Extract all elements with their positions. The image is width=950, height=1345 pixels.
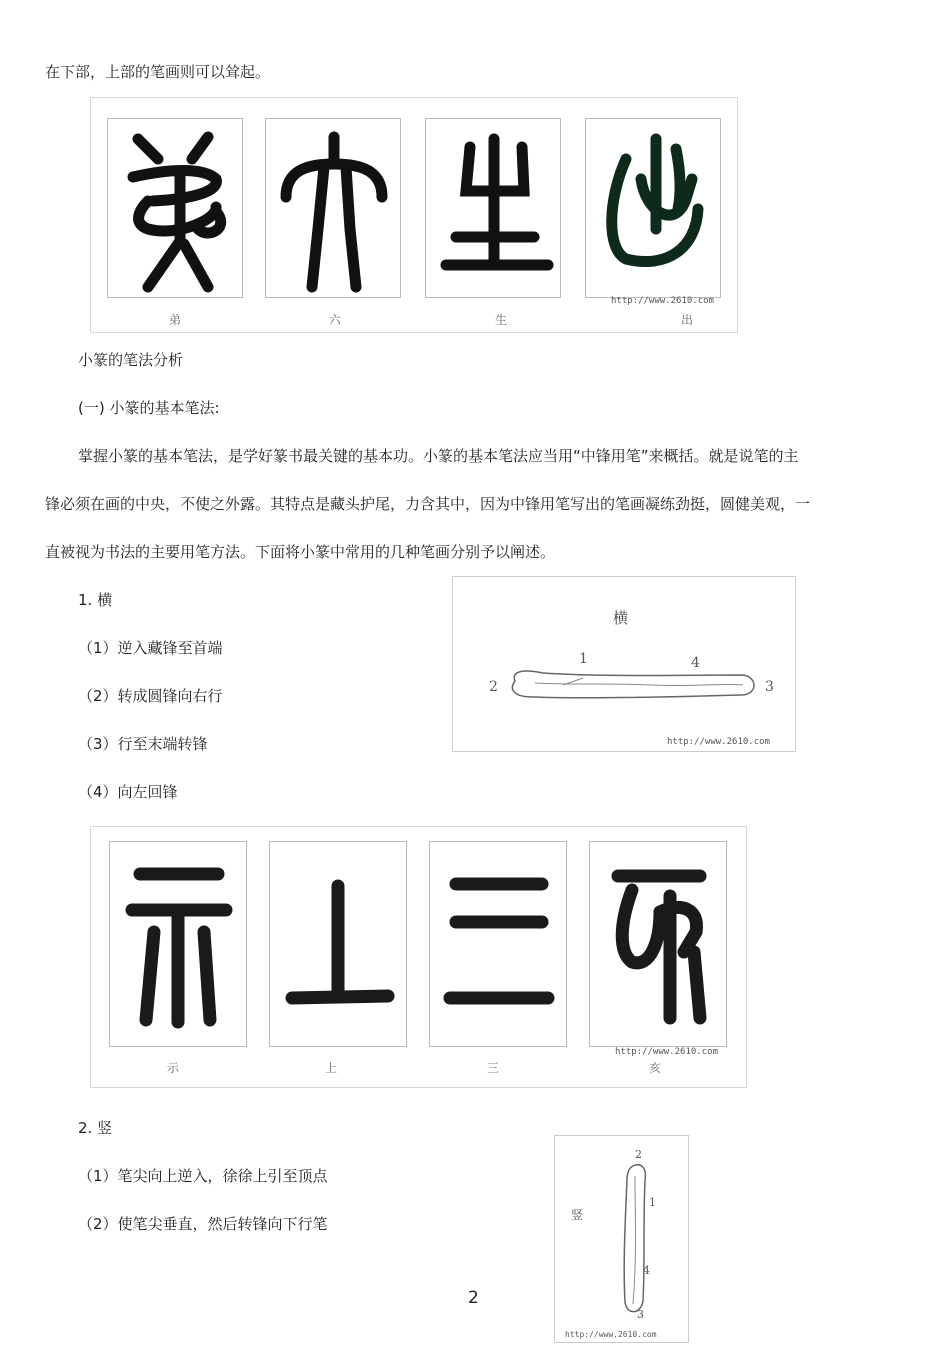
heng-step-3: （3）行至末端转锋 [78, 735, 208, 753]
subsection-title: (一) 小篆的基本笔法: [78, 399, 220, 417]
watermark-2: http://www.2610.com [667, 737, 770, 747]
seal-glyph-san [430, 842, 568, 1048]
heng-step-4: （4）向左回锋 [78, 783, 178, 801]
caption-chu: 出 [681, 313, 694, 327]
figure-seal-characters-1 [90, 97, 738, 333]
shu-label-4: 4 [643, 1264, 650, 1277]
text-line-top: 在下部，上部的笔画则可以耸起。 [45, 63, 271, 81]
shu-step-2: （2）使笔尖垂直，然后转锋向下行笔 [78, 1215, 328, 1233]
shu-label-3: 3 [637, 1308, 644, 1321]
seal-glyph-shi [110, 842, 248, 1048]
watermark-4: http://www.2610.com [565, 1330, 657, 1339]
caption-shi: 示 [167, 1061, 180, 1075]
heng-step-2: （2）转成圆锋向右行 [78, 687, 223, 705]
section-title: 小篆的笔法分析 [78, 351, 184, 369]
heng-label-2: 2 [489, 679, 498, 695]
heng-title: 1. 横 [78, 591, 113, 609]
seal-panel-di [107, 118, 243, 298]
shu-label-1: 1 [649, 1196, 656, 1209]
page-number: 2 [468, 1288, 479, 1308]
figure-seal-characters-2 [90, 826, 747, 1088]
paragraph-line-2: 锋必须在画的中央，不使之外露。其特点是藏头护尾，力含其中，因为中锋用笔写出的笔画凝练劲挺，圆健美观，一 [45, 495, 811, 513]
shu-diagram-title: 竖 [571, 1208, 584, 1222]
heng-step-1: （1）逆入藏锋至首端 [78, 639, 223, 657]
caption-hai: 亥 [649, 1061, 662, 1075]
caption-liu: 六 [329, 313, 342, 327]
seal-glyph-hai [590, 842, 728, 1048]
seal-panel-chu [585, 118, 721, 298]
paragraph-line-1: 掌握小篆的基本笔法，是学好篆书最关键的基本功。小篆的基本笔法应当用“中锋用笔”来概括。就是说笔的主 [78, 447, 799, 465]
seal-panel-hai [589, 841, 727, 1047]
seal-panel-liu [265, 118, 401, 298]
shu-stroke-diagram [554, 1135, 689, 1343]
caption-san: 三 [487, 1061, 500, 1075]
seal-panel-sheng [425, 118, 561, 298]
shu-title: 2. 竖 [78, 1119, 113, 1137]
watermark-1: http://www.2610.com [611, 296, 714, 306]
seal-panel-shi [109, 841, 247, 1047]
caption-di: 弟 [169, 313, 182, 327]
seal-panel-shang [269, 841, 407, 1047]
heng-stroke-diagram [452, 576, 796, 752]
heng-label-1: 1 [579, 651, 588, 667]
seal-glyph-shang [270, 842, 408, 1048]
caption-sheng: 生 [495, 313, 508, 327]
paragraph-line-3: 直被视为书法的主要用笔方法。下面将小篆中常用的几种笔画分别予以阐述。 [45, 543, 556, 561]
shu-label-2: 2 [635, 1148, 642, 1161]
heng-stroke-outline [453, 577, 796, 752]
seal-glyph-chu [586, 119, 722, 299]
heng-label-3: 3 [765, 679, 774, 695]
seal-glyph-liu [266, 119, 402, 299]
seal-glyph-di [108, 119, 244, 299]
seal-glyph-sheng [426, 119, 562, 299]
caption-shang: 上 [325, 1061, 338, 1075]
seal-panel-san [429, 841, 567, 1047]
heng-label-4: 4 [691, 655, 700, 671]
shu-stroke-outline [555, 1136, 689, 1343]
watermark-3: http://www.2610.com [615, 1047, 718, 1057]
heng-diagram-title: 横 [613, 609, 629, 627]
shu-step-1: （1）笔尖向上逆入，徐徐上引至顶点 [78, 1167, 328, 1185]
